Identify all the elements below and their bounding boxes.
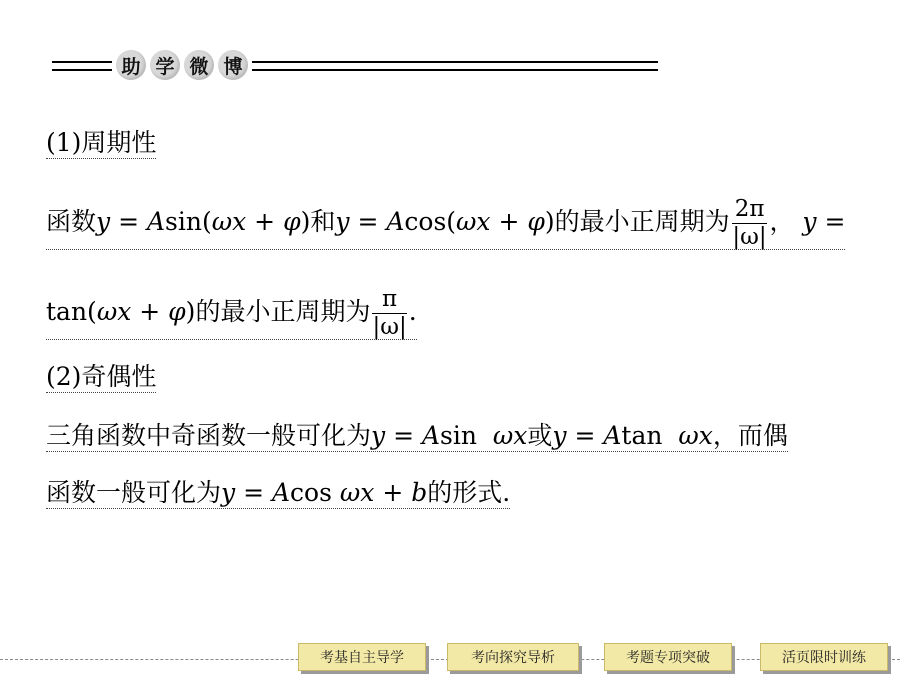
header-badges (112, 50, 252, 80)
header-badge: 博 (218, 50, 248, 80)
nav-button-study[interactable]: 考基自主导学 (298, 643, 426, 671)
formula-even-cos: y = Acos ωx + b (221, 478, 428, 507)
text: 或 (527, 421, 553, 450)
header-badge: 助 (116, 50, 146, 80)
nav-button-training[interactable]: 活页限时训练 (760, 643, 888, 671)
text: 的最小正周期为 (554, 207, 730, 236)
section-1-title: (1)周期性 (46, 128, 157, 157)
text: 和 (310, 207, 336, 236)
bottom-nav (0, 641, 900, 675)
parity-line-2 (46, 478, 510, 509)
formula-tan: tan(ωx + φ) (46, 297, 196, 326)
nav-button-breakthrough[interactable]: 考题专项突破 (604, 643, 732, 671)
fraction-denominator: |ω| (732, 224, 767, 250)
text: ，而偶 (712, 421, 788, 450)
formula-odd-sin: y = Asin ωx (371, 421, 528, 450)
text: 三角函数中奇函数一般可化为 (46, 421, 372, 450)
formula-odd-tan: y = Atan ωx (552, 421, 713, 450)
period-line-1 (46, 198, 845, 250)
nav-button-explore[interactable]: 考向探究导析 (447, 643, 579, 671)
fraction-numerator: π (372, 288, 406, 314)
text: 函数 (46, 207, 97, 236)
formula-sin: y = Asin(ωx + φ) (96, 207, 311, 236)
section-header (52, 50, 658, 86)
fraction-denominator: |ω| (372, 314, 407, 340)
parity-line-1 (46, 421, 788, 452)
period-mark: . (408, 297, 417, 326)
formula-tan-start: ， y = (769, 207, 846, 236)
text: 的最小正周期为 (195, 297, 371, 326)
header-badge: 学 (150, 50, 180, 80)
section-2-title: (2)奇偶性 (46, 362, 157, 391)
fraction (732, 198, 768, 249)
fraction (372, 288, 406, 339)
period-line-2 (46, 288, 417, 340)
formula-cos: y = Acos(ωx + φ) (335, 207, 555, 236)
fraction-numerator: 2π (732, 198, 768, 224)
text: 的形式. (427, 478, 511, 507)
header-badge: 微 (184, 50, 214, 80)
text: 函数一般可化为 (46, 478, 222, 507)
